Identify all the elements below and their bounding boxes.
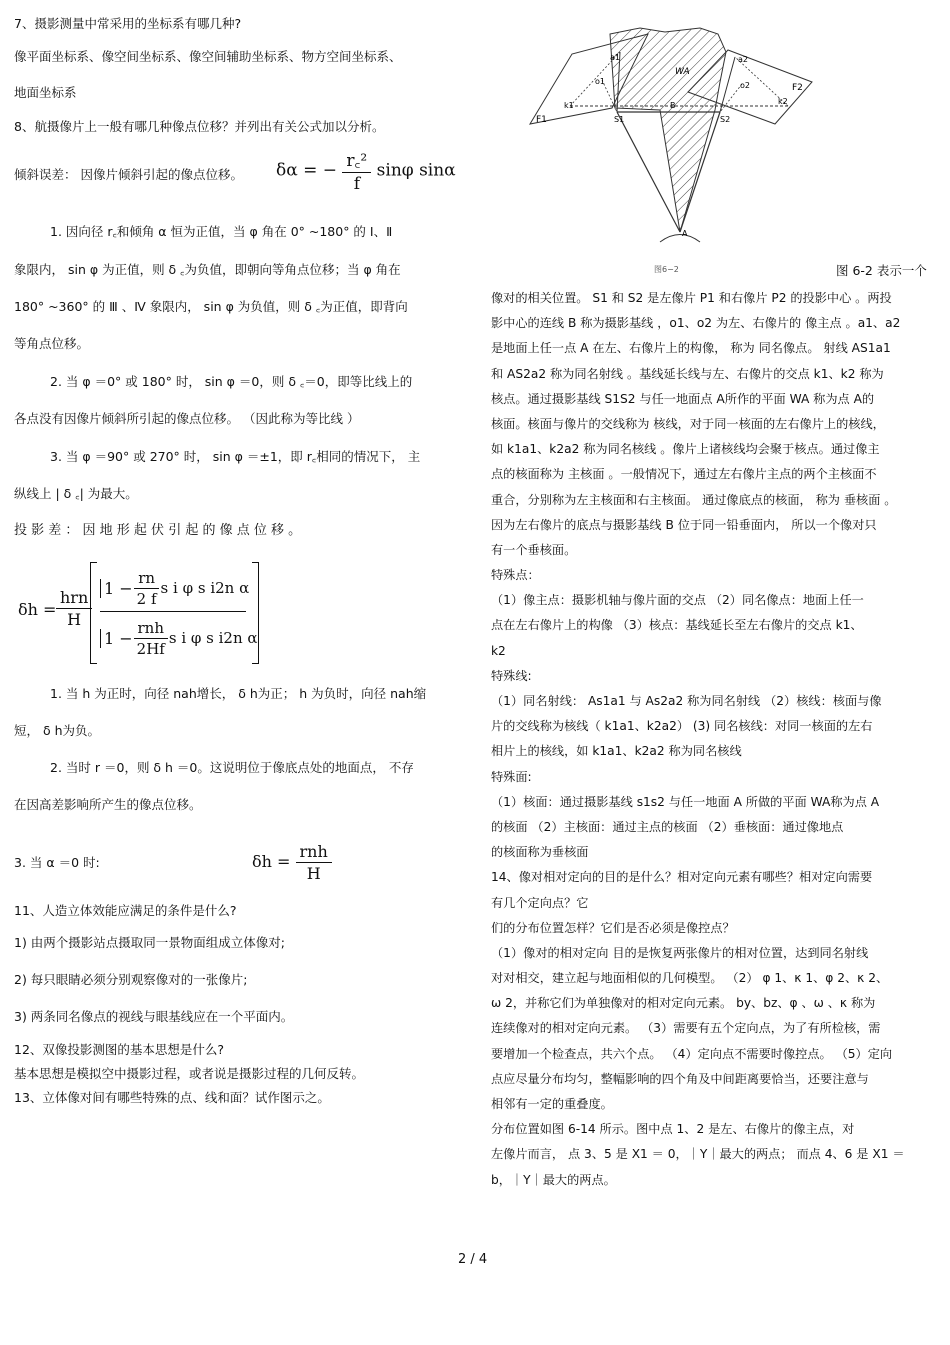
figure-6-2 <box>520 22 820 277</box>
question-11: 11、人造立体效能应满足的条件是什么? <box>14 903 237 918</box>
right-line: 相片上的核线，如 k1a1、k2a2 称为同名核线 <box>491 744 742 759</box>
right-line: 特殊线: <box>491 668 532 683</box>
right-line: 有几个定向点？它 <box>491 895 589 910</box>
tilt-formula-numerator: r꜀² <box>342 148 371 173</box>
relief-formula-lhs: δh = <box>18 600 57 619</box>
relief-left-bracket <box>90 562 97 664</box>
right-line: 影中心的连线 B 称为摄影基线 ，o1、o2 为左、右像片的 像主点 。a1、a2 <box>491 316 901 331</box>
right-line: 片的交线称为核线（ k1a1、k2a2） (3) 同名核线：对同一核面的左右 <box>491 719 873 734</box>
right-line: 的核面称为垂核面 <box>491 845 589 860</box>
relief-case3: 3. 当 α ＝0 时: <box>14 855 100 870</box>
relief-formula <box>16 560 266 668</box>
tilt-case2-b: 各点没有因像片倾斜所引起的像点位移。 （因此称为等比线 ） <box>14 411 360 426</box>
answer-11-item3: 3) 两条同名像点的视线与眼基线应在一个平面内。 <box>14 1009 294 1024</box>
right-line: 点的核面称为 主核面 。一般情况下，通过左右像片主点的两个主核面不 <box>491 467 877 482</box>
tilt-case1-d: 等角点位移。 <box>14 336 90 351</box>
tilt-error-label: 倾斜误差： 因像片倾斜引起的像点位移。 <box>14 167 243 182</box>
relief-case1-a: 1. 当 h 为正时，向径 nah增长， δ h为正； h 为负时，向径 nah缩 <box>50 686 427 701</box>
question-12: 12、双像投影测图的基本思想是什么? <box>14 1042 225 1057</box>
answer-11-item1: 1) 由两个摄影站点摄取同一景物面组成立体像对; <box>14 935 286 950</box>
relief-row2-fraction <box>133 619 169 658</box>
relief-displacement-label: 投 影 差 ： 因 地 形 起 伏 引 起 的 像 点 位 移 。 <box>14 523 302 538</box>
label-s2: S2 <box>720 115 731 124</box>
tilt-case3-a: 3. 当 φ ＝90° 或 270° 时， sin φ ＝±1，即 r꜀相同的情况下， 主 <box>50 449 421 464</box>
relief-coef-numerator: hrn <box>56 588 92 609</box>
right-line: 们的分布位置怎样？它们是否必须是像控点？ <box>491 920 735 935</box>
right-line: 点应尽量分布均匀，整幅影响的四个角及中间距离要恰当，还要注意与 <box>491 1071 869 1086</box>
tilt-case2-a: 2. 当 φ ＝0° 或 180° 时， sin φ ＝0，则 δ ꜀＝0，即等比线上的 <box>50 374 413 389</box>
tilt-formula <box>276 148 456 194</box>
tilt-case3-b: 纵线上 | δ ꜀| 为最大。 <box>14 486 138 501</box>
right-line: 左像片而言， 点 3、5 是 X1 ＝ 0，｜Y｜最大的两点； 而点 4、6 是 X1 ＝ <box>491 1147 905 1162</box>
right-line: 的核面 （2）主核面：通过主点的核面 （2）垂核面：通过像地点 <box>491 819 844 834</box>
right-line: 特殊面: <box>491 769 532 784</box>
label-a: A <box>682 229 688 238</box>
label-f2: F2 <box>792 83 803 93</box>
right-line: 因为左右像片的底点与摄影基线 B 位于同一铅垂面内， 所以一个像对只 <box>491 517 877 532</box>
right-line: 核面。核面与像片的交线称为 核线，对于同一核面的左右像片上的核线， <box>491 416 885 431</box>
right-line: 像对的相关位置。 S1 和 S2 是左像片 P1 和右像片 P2 的投影中心 。两投 <box>491 291 892 305</box>
right-line: 点在左右像片上的构像 （3）核点：基线延长至左右像片的交点 k1、 <box>491 618 863 633</box>
simple-formula-lhs: δh = <box>252 852 291 871</box>
question-13: 13、立体像对间有哪些特殊的点、线和面？试作图示之。 <box>14 1090 330 1105</box>
right-column-text <box>491 286 905 1193</box>
right-line: 如 k1a1、k2a2 称为同名核线 。像片上诸核线均会聚于核点。通过像主 <box>491 442 880 457</box>
right-line: （1）像主点：摄影机轴与像片面的交点 （2）同名像点：地面上任一 <box>491 593 864 608</box>
simple-formula-numerator: rnh <box>296 842 332 863</box>
right-line: 对对相交，建立起与地面相似的几何模型。 （2） φ 1、κ 1、φ 2、κ 2、 <box>491 971 889 986</box>
figure-description-start: 图 6-2 表示一个 <box>836 263 927 278</box>
label-a1: a1 <box>610 53 620 62</box>
answer-7-line2: 地面坐标系 <box>14 85 77 100</box>
answer-12: 基本思想是模拟空中摄影过程，或者说是摄影过程的几何反转。 <box>14 1066 365 1081</box>
right-line: 相邻有一定的重叠度。 <box>491 1097 613 1111</box>
right-line: （1）像对的相对定向 目的是恢复两张像片的相对位置，达到同名射线 <box>491 945 869 960</box>
right-line: 有一个垂核面。 <box>491 542 577 557</box>
relief-row2-denominator: 2Hf <box>136 639 165 658</box>
relief-row2-tail: s i φ s i2n α <box>168 629 258 647</box>
question-7: 7、摄影测量中常采用的坐标系有哪几种? <box>14 16 242 31</box>
relief-case2-b: 在因高差影响所产生的像点位移。 <box>14 797 202 812</box>
label-b: B <box>670 101 676 110</box>
relief-case2-a: 2. 当时 r ＝0，则 δ h ＝0。这说明位于像底点处的地面点， 不存 <box>50 760 414 775</box>
right-line: 重合，分别称为左主核面和右主核面。 通过像底点的核面， 称为 垂核面 。 <box>491 492 897 507</box>
tilt-formula-lhs: δα = − <box>276 160 338 181</box>
simple-formula-denominator: H <box>306 864 321 883</box>
right-line: （1）核面：通过摄影基线 s1s2 与任一地面 A 所做的平面 WA称为点 A <box>491 794 880 809</box>
question-8: 8、航摄像片上一般有哪几种像点位移？并列出有关公式加以分析。 <box>14 119 385 134</box>
ground-surface <box>660 235 700 243</box>
relief-row1-fraction <box>133 569 161 608</box>
answer-11-item2: 2) 每只眼睛必须分别观察像对的一张像片; <box>14 972 248 987</box>
relief-row2 <box>100 616 258 660</box>
relief-row1-one: 1 − <box>100 579 133 598</box>
tilt-case1-c: 180° ~360° 的 Ⅲ 、Ⅳ 象限内， sin φ 为负值，则 δ ꜀为正值，即背向 <box>14 299 408 314</box>
right-line: 核点。通过摄影基线 S1S2 与任一地面点 A所作的平面 WA 称为点 A的 <box>491 391 875 406</box>
relief-row2-one: 1 − <box>100 629 133 648</box>
label-o2: o2 <box>740 81 750 90</box>
right-line: k2 <box>491 643 506 658</box>
label-k1: k1 <box>564 101 574 110</box>
right-line: 连续像对的相对定向元素。 （3）需要有五个定向点，为了有所检核，需 <box>491 1021 881 1036</box>
page-number: 2 / 4 <box>458 1252 488 1267</box>
simple-formula-fraction <box>296 842 332 883</box>
relief-row1-tail: s i φ s i2n α <box>160 579 250 597</box>
right-line: 和 AS2a2 称为同名射线 。基线延长线与左、右像片的交点 k1、k2 称为 <box>491 366 884 381</box>
relief-formula-coef <box>56 588 92 629</box>
relief-row1-numerator: rn <box>134 569 159 589</box>
tilt-formula-denominator: f <box>353 174 360 194</box>
relief-row1 <box>100 568 249 608</box>
right-line: 要增加一个检查点，共六个点。 （4）定向点不需要时像控点。 （5）定向 <box>491 1046 893 1061</box>
relief-coef-denominator: H <box>67 610 82 629</box>
label-o1: o1 <box>595 77 605 86</box>
relief-row1-denominator: 2 f <box>136 589 157 608</box>
relief-row2-numerator: rnh <box>134 619 169 639</box>
relief-main-divider <box>100 611 246 612</box>
label-k2: k2 <box>778 97 788 106</box>
simple-relief-formula <box>252 842 332 883</box>
right-line: 分布位置如图 6-14 所示。图中点 1、2 是左、右像片的像主点，对 <box>491 1122 855 1137</box>
right-line: （1）同名射线： As1a1 与 As2a2 称为同名射线 （2）核线：核面与像 <box>491 694 882 708</box>
relief-case1-b: 短， δ h为负。 <box>14 723 101 738</box>
right-line: 是地面上任一点 A 在左、右像片上的构像， 称为 同名像点。 射线 AS1a1 <box>491 341 891 356</box>
label-wa: WA <box>675 67 690 77</box>
right-line: 特殊点： <box>491 568 540 583</box>
tilt-formula-rhs: sinφ sinα <box>376 160 456 181</box>
label-a2: a2 <box>738 55 748 64</box>
tilt-formula-fraction <box>342 148 371 194</box>
answer-7-line1: 像平面坐标系、像空间坐标系、像空间辅助坐标系、物方空间坐标系、 <box>14 49 402 64</box>
tilt-case1-a: 1. 因向径 r꜀和倾角 α 恒为正值，当 φ 角在 0° ~180° 的 Ⅰ、Ⅱ <box>50 224 393 239</box>
label-s1: S1 <box>614 115 625 124</box>
right-line: 14、像对相对定向的目的是什么？相对定向元素有哪些？相对定向需要 <box>491 870 873 885</box>
figure-caption: 图6−2 <box>654 265 679 274</box>
right-line: ω 2，并称它们为单独像对的相对定向元素。 by、bz、φ 、ω 、κ 称为 <box>491 996 876 1011</box>
label-f1: F1 <box>536 115 547 125</box>
tilt-case1-b: 象限内， sin φ 为正值，则 δ ꜀为负值，即朝向等角点位移；当 φ 角在 <box>14 262 401 277</box>
right-line: b，｜Y｜最大的两点。 <box>491 1172 616 1187</box>
epipolar-plane-wa <box>610 28 726 232</box>
